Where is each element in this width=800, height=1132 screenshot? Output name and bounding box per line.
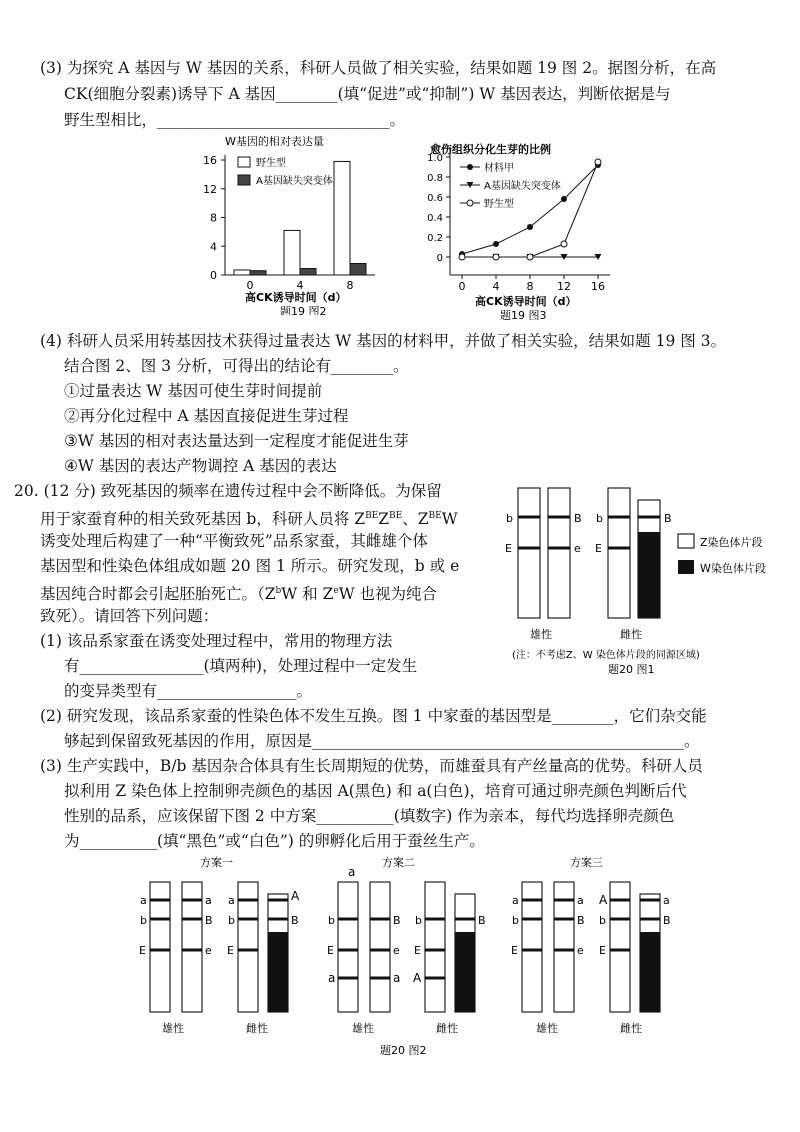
q20-line6: 致死）。请回答下列问题： — [40, 607, 219, 625]
fig19-3-point — [527, 224, 533, 230]
q20-line3: 诱变处理后构建了一种“平衡致死”品系家蚕，其雌雄个体 — [40, 532, 428, 550]
fig20-2-gene: B — [478, 914, 486, 927]
fig20-2-gene: E — [139, 944, 146, 957]
fig20-1-note: (注：不考虑Z、W 染色体片段的同源区域) — [512, 650, 700, 661]
fig20-2-gene: E — [227, 944, 234, 957]
fig20-2-gene: E — [327, 944, 334, 957]
fig20-2-gene: a — [663, 894, 670, 907]
fig20-1-legend-w-swatch — [678, 560, 694, 574]
q20-1-line2: 有________________(填两种)，处理过程中一定发生 — [64, 657, 418, 675]
fig20-2-p2-female: 雌性 — [436, 1022, 458, 1035]
fig20-2-w-segment — [640, 932, 660, 1012]
fig20-1-gene: B — [664, 512, 672, 525]
fig19-2-legend-label: 野生型 — [256, 158, 286, 169]
fig20-2-gene: a — [205, 894, 212, 907]
q19-3-line3: 野生型相比，______________________________。 — [64, 111, 406, 129]
fig20-2-gene: a — [393, 971, 401, 985]
fig19-3-ytick-label: 0.8 — [427, 173, 443, 184]
fig19-3-legend-label: 材料甲 — [484, 163, 514, 174]
fig20-1-legend-z-swatch — [678, 534, 694, 548]
fig19-3-legend-label: 野生型 — [484, 199, 514, 210]
fig20-2-p1-female: 雌性 — [246, 1022, 268, 1035]
fig20-2-gene: A — [599, 893, 608, 907]
fig20-2-gene: b — [140, 914, 147, 927]
q20-3-line3: 性别的品系，应该保留下图 2 中方案__________(填数字) 作为亲本，每代均选择卵壳颜色 — [64, 807, 675, 825]
fig20-2-gene: a — [577, 894, 584, 907]
fig19-2-ytick-label: 12 — [203, 182, 217, 196]
fig20-2-gene: E — [511, 944, 518, 957]
fig20-2-gene: E — [414, 944, 421, 957]
fig20-2 — [130, 852, 690, 1062]
fig20-2-w-segment — [455, 932, 475, 1012]
q19-4-opt3: ③W 基因的相对表达量达到一定程度才能促进生芽 — [64, 432, 409, 450]
q19-4-line1: (4) 科研人员采用转基因技术获得过量表达 W 基因的材料甲，并做了相关实验，结果如题 19 图 3。 — [40, 332, 727, 350]
fig19-2-ytick-label: 16 — [203, 154, 217, 167]
fig20-2-gene: b — [415, 914, 422, 927]
fig19-2-bar-chart — [190, 135, 390, 315]
fig20-2-p3-female: 雌性 — [620, 1022, 642, 1035]
q19-3-line1: (3) 为探究 A 基因与 W 基因的关系，科研人员做了相关实验，结果如题 19 图 2。据图分析，在高 — [40, 59, 717, 77]
q19-4-line2: 结合图 2、图 3 分析，可得出的结论有________。 — [64, 357, 409, 375]
fig19-3-point — [493, 254, 499, 260]
fig20-2-gene: b — [512, 914, 519, 927]
fig19-2-legend-swatch — [238, 157, 250, 167]
fig20-2-plan1-title: 方案一 — [200, 856, 233, 869]
fig19-2-bar — [300, 269, 316, 275]
fig20-1-gene: e — [574, 542, 581, 555]
fig20-2-gene: a — [348, 865, 356, 879]
fig19-3-ytick-label: 0.4 — [427, 213, 443, 224]
fig20-2-plan2-title: 方案二 — [382, 856, 415, 869]
fig20-2-gene: A — [291, 889, 300, 903]
fig19-3-series-line — [462, 165, 598, 254]
fig20-1-gene: E — [505, 542, 512, 555]
fig19-3-point — [493, 241, 499, 247]
fig19-3-legend-marker — [467, 164, 473, 170]
q20-2-line2: 够起到保留致死基因的作用，原因是________________________________________________。 — [64, 732, 700, 750]
fig19-3-ytick-label: 1.0 — [427, 153, 443, 164]
fig20-2-gene: a — [328, 971, 336, 985]
fig20-2-plan3-title: 方案三 — [570, 856, 603, 869]
fig20-2-p2-chrom — [338, 882, 358, 1012]
fig19-2-xtick-label: 8 — [346, 279, 354, 292]
fig19-3-xlabel: 高CK诱导时间（d） — [475, 295, 577, 308]
fig20-1-female-z — [608, 488, 630, 618]
fig19-3-series-line — [462, 162, 598, 257]
fig20-1 — [500, 480, 790, 675]
fig19-3-xtick-label: 16 — [591, 280, 605, 293]
fig20-2-gene: a — [228, 894, 235, 907]
q20-3-line2: 拟利用 Z 染色体上控制卵壳颜色的基因 A(黑色) 和 a(白色)，培育可通过卵壳颜色判断后代 — [64, 782, 687, 800]
fig19-2-caption: 题19 图2 — [280, 305, 327, 315]
fig19-3-point — [459, 254, 465, 260]
fig20-1-male-chrom-1 — [518, 488, 540, 618]
fig20-2-p2-male: 雄性 — [352, 1022, 374, 1035]
fig20-2-gene: E — [599, 944, 606, 957]
q20-1-line1: (1) 该品系家蚕在诱变处理过程中，常用的物理方法 — [40, 632, 393, 650]
fig19-3-point — [561, 196, 567, 202]
fig20-1-gene: b — [596, 512, 603, 525]
fig19-2-bar — [250, 271, 266, 275]
q20-line1: 20. (12 分) 致死基因的频率在遗传过程中会不断降低。为保留 — [14, 482, 442, 500]
fig20-2-gene: e — [393, 944, 400, 957]
fig20-2-caption: 题20 图2 — [380, 1044, 427, 1057]
fig19-2-ytick-label: 8 — [210, 211, 217, 225]
q19-3-line2: CK(细胞分裂素)诱导下 A 基因________(填“促进”或“抑制”) W 基因表达，判断依据是与 — [64, 85, 671, 103]
q20-line4: 基因型和性染色体组成如题 20 图 1 所示。研究发现，b 或 e — [40, 557, 460, 575]
q20-1-line3: 的变异类型有__________________。 — [64, 682, 313, 700]
fig19-3-ytick-label: 0 — [436, 253, 443, 264]
fig19-3-point — [527, 254, 533, 260]
fig19-2-legend-swatch — [238, 175, 250, 185]
fig20-1-caption: 题20 图1 — [608, 663, 655, 675]
fig20-2-p1-male: 雄性 — [162, 1022, 184, 1035]
fig19-3-line-chart — [420, 135, 620, 320]
fig20-2-gene: B — [291, 914, 299, 927]
fig19-2-legend-label: A基因缺失突变体 — [256, 176, 333, 187]
q20-2-line1: (2) 研究发现，该品系家蚕的性染色体不发生互换。图 1 中家蚕的基因型是________，它们杂交能 — [40, 707, 707, 725]
fig19-2-ytick-label: 4 — [210, 240, 217, 254]
fig20-2-gene: b — [228, 914, 235, 927]
fig19-2-ytitle: W基因的相对表达量 — [225, 135, 324, 148]
fig19-2-xtick-label: 0 — [246, 279, 254, 292]
fig20-1-gene: E — [595, 542, 602, 555]
fig20-2-gene: B — [663, 914, 671, 927]
fig20-1-gene: B — [574, 512, 582, 525]
fig19-3-point — [561, 241, 567, 247]
fig20-2-p2-chrom — [370, 882, 390, 1012]
fig19-3-ytick-label: 0.2 — [427, 233, 443, 244]
fig20-2-p2-chrom — [425, 882, 445, 1012]
fig19-2-bar — [350, 264, 366, 276]
fig19-3-xtick-label: 12 — [557, 280, 571, 293]
q19-4-opt4: ④W 基因的表达产物调控 A 基因的表达 — [64, 457, 337, 475]
fig19-2-bar — [284, 230, 300, 275]
q20-3-line4: 为__________(填“黑色”或“白色”) 的卵孵化后用于蚕丝生产。 — [64, 832, 485, 850]
fig20-2-gene: e — [577, 944, 584, 957]
fig20-1-male-chrom-2 — [548, 488, 570, 618]
fig19-3-xtick-label: 8 — [526, 280, 534, 293]
fig20-1-w-segment — [638, 532, 660, 618]
fig20-2-gene: a — [512, 894, 519, 907]
fig20-2-gene: e — [205, 944, 212, 957]
fig19-2-ytick-label: 0 — [210, 269, 217, 282]
fig20-2-p3-male: 雄性 — [536, 1022, 558, 1035]
fig19-3-point — [595, 159, 601, 165]
fig20-2-gene: a — [140, 894, 147, 907]
fig19-3-xtick-label: 0 — [458, 280, 466, 293]
fig19-3-ytick-label: 0.6 — [427, 193, 443, 204]
fig19-2-bar — [334, 161, 350, 275]
fig20-2-gene: B — [205, 914, 213, 927]
fig20-1-gene: b — [506, 512, 513, 525]
fig19-3-caption: 题19 图3 — [500, 309, 547, 320]
fig20-2-gene: B — [393, 914, 401, 927]
fig20-2-gene: B — [577, 914, 585, 927]
fig19-2-bar — [234, 270, 250, 275]
fig20-2-gene: b — [599, 914, 606, 927]
fig20-2-gene: b — [328, 914, 335, 927]
fig20-2-gene: A — [413, 971, 422, 985]
q19-4-opt2: ②再分化过程中 A 基因直接促进生芽过程 — [64, 407, 349, 425]
fig20-1-legend-w: W染色体片段 — [700, 562, 766, 575]
fig20-1-male-label: 雄性 — [530, 628, 552, 641]
fig20-1-legend-z: Z染色体片段 — [700, 536, 763, 549]
q20-line5: 基因纯合时都会引起胚胎死亡。（$Z^bW$ 和 $Z^eW$ 也视为纯合 — [40, 585, 438, 604]
fig19-3-legend-label: A基因缺失突变体 — [484, 181, 561, 192]
fig20-1-female-label: 雌性 — [620, 628, 642, 641]
q20-3-line1: (3) 生产实践中，B/b 基因杂合体具有生长周期短的优势，而雄蚕具有产丝量高的优势。科研人员 — [40, 757, 703, 775]
q19-4-opt1: ①过量表达 W 基因可使生芽时间提前 — [64, 382, 323, 400]
fig19-3-xtick-label: 4 — [492, 280, 500, 293]
fig19-2-xtick-label: 4 — [296, 279, 304, 292]
fig20-2-w-segment — [268, 932, 288, 1012]
fig19-3-legend-marker — [467, 200, 473, 206]
q20-line2: 用于家蚕育种的相关致死基因 b，科研人员将 $Z^{BE}Z^{BE}$、$Z^{BE}W$ — [40, 510, 458, 529]
fig19-3-title: 愈伤组织分化生芽的比例 — [430, 143, 551, 156]
fig19-2-xlabel: 高CK诱导时间（d） — [245, 291, 347, 304]
